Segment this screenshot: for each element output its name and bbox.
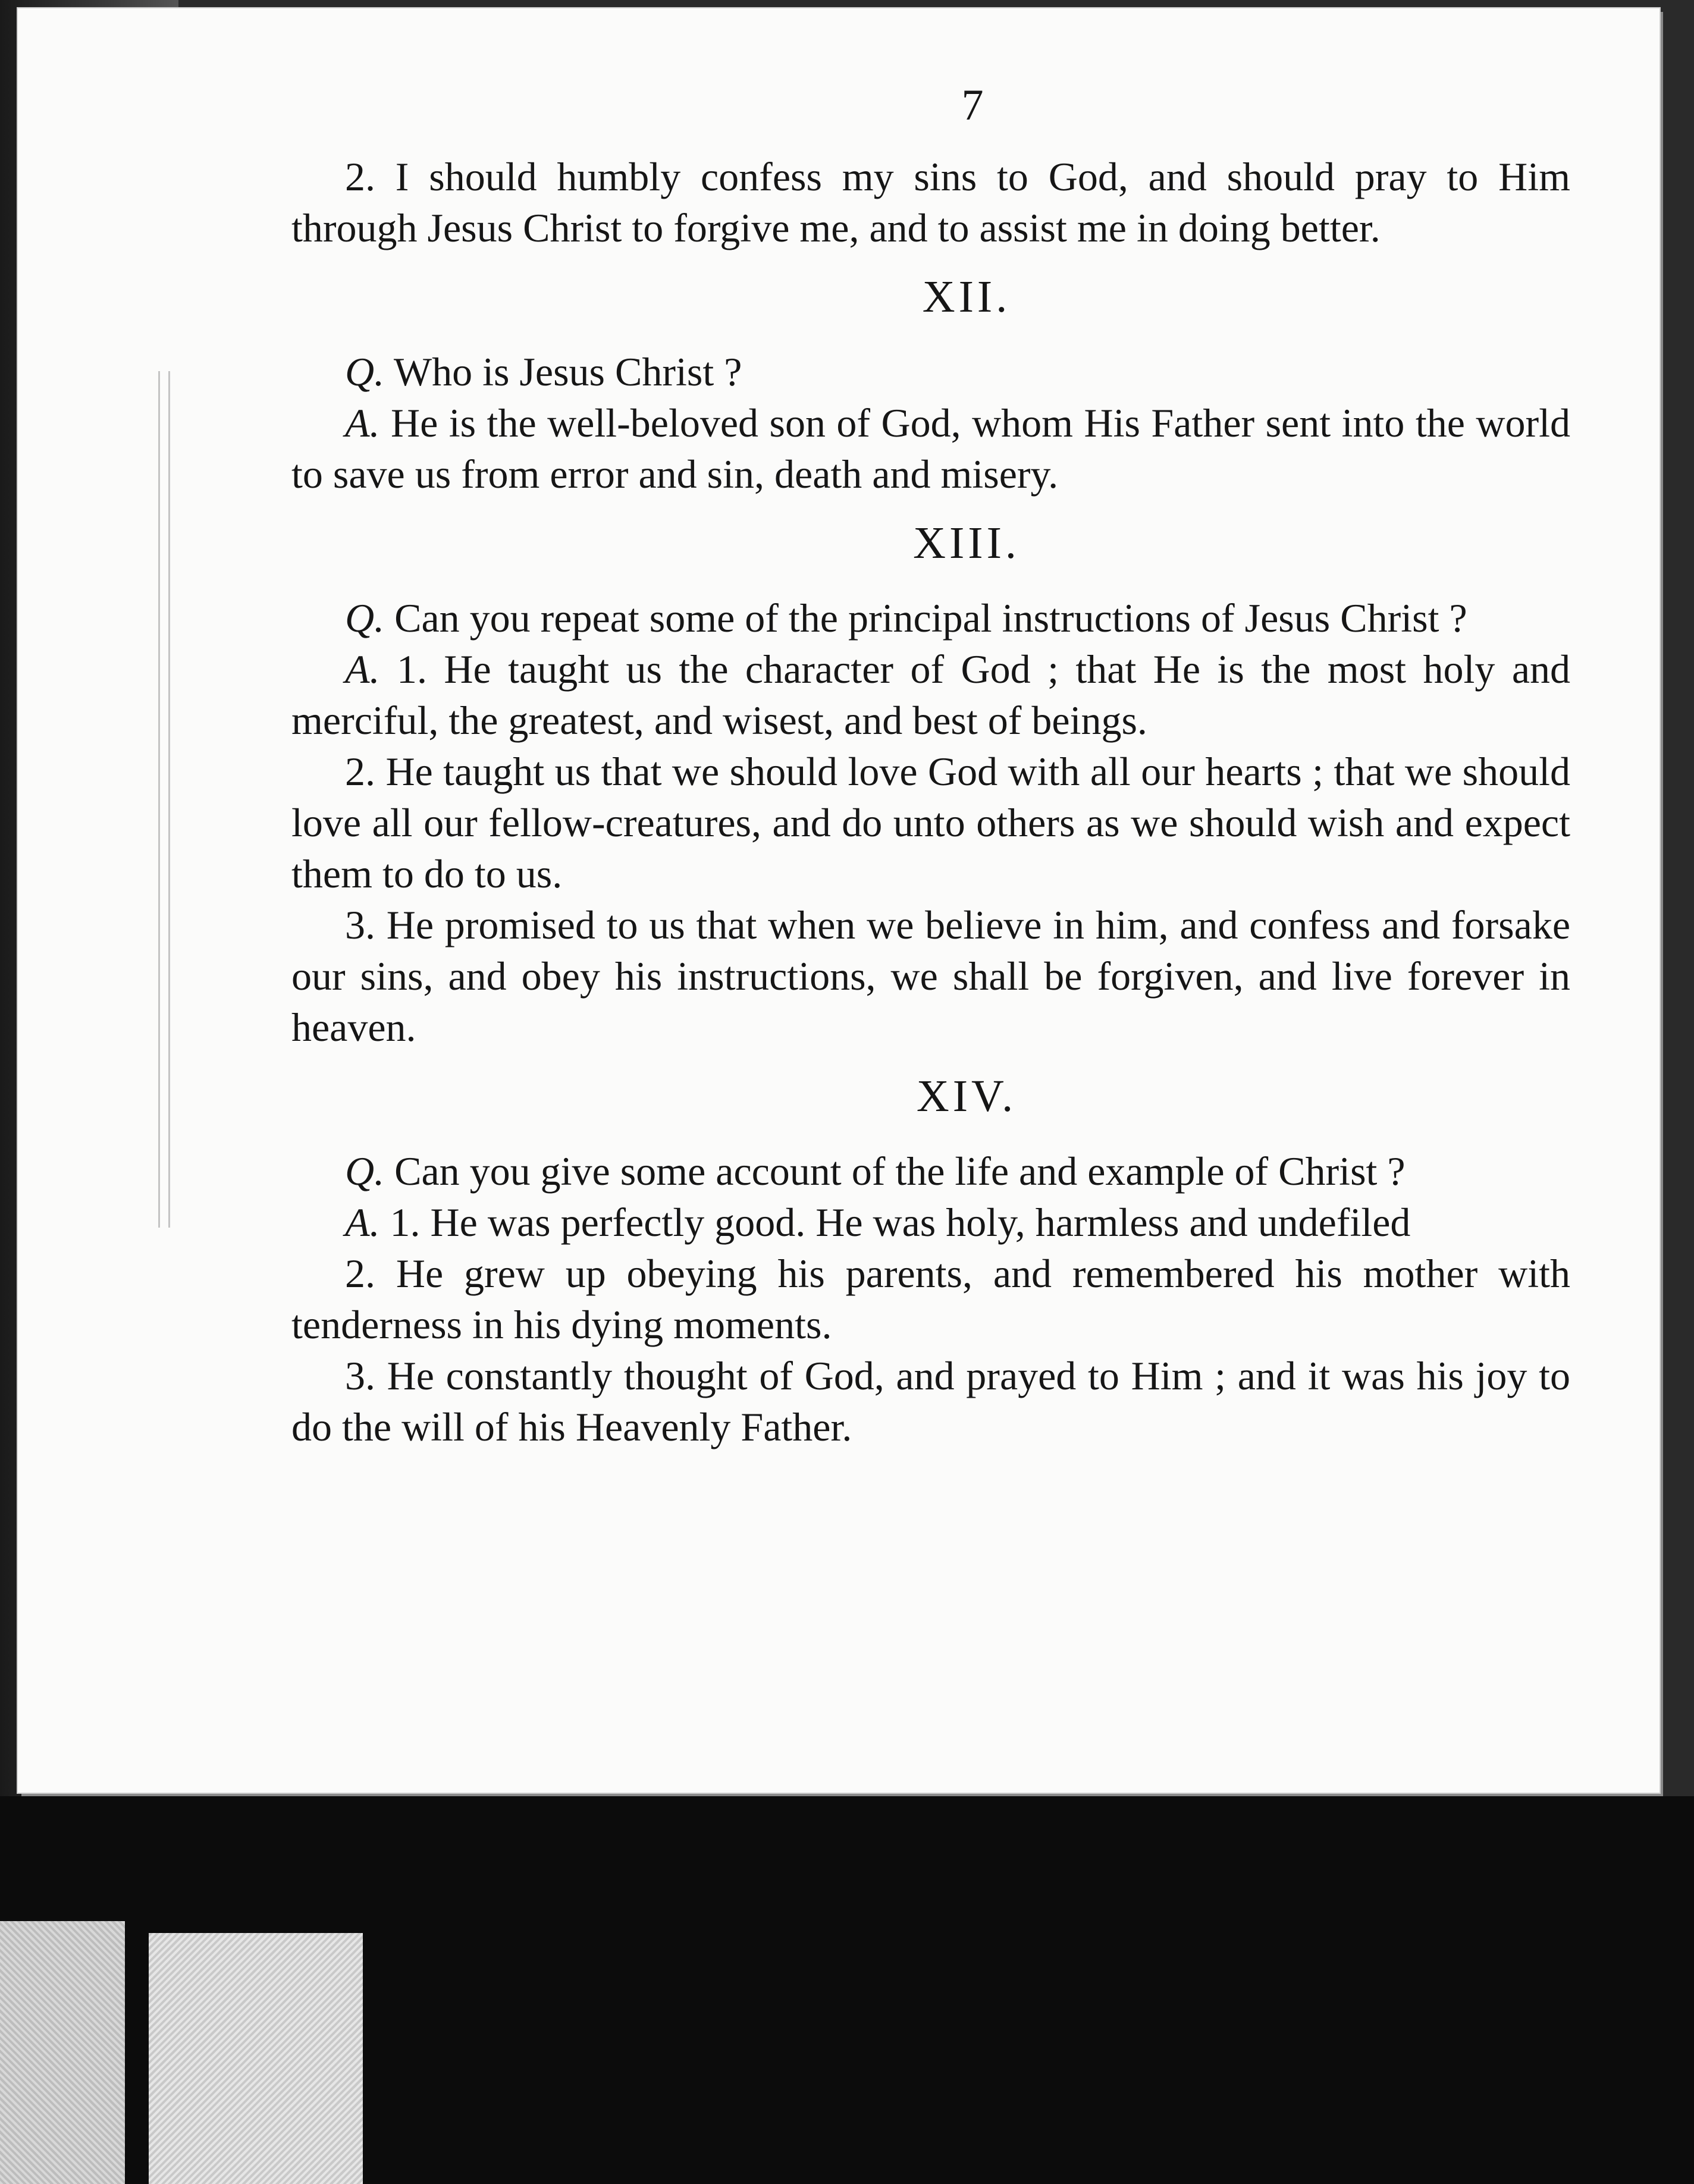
question: [291, 1146, 1570, 1197]
book-cloth-edge: [149, 1933, 363, 2184]
answer: [291, 397, 1570, 500]
question-text: Can you give some account of the life and example of Christ ?: [394, 1149, 1406, 1194]
answer-item: 2. He taught us that we should love God with all our hearts ; that we should love all our fellow-creatures, and do unto others as we should wish and expect them to do to us.: [291, 749, 1570, 896]
question-text: Who is Jesus Christ ?: [393, 349, 742, 394]
answer-text: 1. He taught us the character of God ; that He is the most holy and merciful, the greatest, and wisest, and best of beings.: [291, 647, 1570, 743]
section-numeral: XIV.: [916, 1071, 1017, 1121]
answer-item: 3. He constantly thought of God, and prayed to Him ; and it was his joy to do the will of his Heavenly Father.: [291, 1353, 1570, 1449]
question-lead: Q.: [345, 349, 385, 394]
answer-text: 1. He was perfectly good. He was holy, harmless and undefiled: [390, 1200, 1411, 1245]
book-cloth-edge: [0, 1921, 125, 2184]
answer-lead: A.: [345, 647, 380, 692]
answer: [291, 644, 1570, 746]
answer-item: 2. He grew up obeying his parents, and remembered his mother with tenderness in his dying moments.: [291, 1251, 1570, 1347]
question-lead: Q.: [345, 595, 385, 641]
answer-text: He is the well-beloved son of God, whom His Father sent into the world to save us from error and sin, death and misery.: [291, 400, 1570, 497]
question-text: Can you repeat some of the principal instructions of Jesus Christ ?: [394, 595, 1467, 641]
intro-paragraph: 2. I should humbly confess my sins to God, and should pray to Him through Jesus Christ to forgive me, and to assist me in doing better.: [291, 154, 1570, 250]
section-numeral: XIII.: [913, 518, 1020, 568]
question-lead: Q.: [345, 1149, 385, 1194]
binding-thread: [158, 371, 170, 1228]
answer-lead: A.: [345, 400, 380, 445]
section-numeral: XII.: [922, 272, 1011, 322]
answer-item: 3. He promised to us that when we believe in him, and confess and forsake our sins, and obey his instructions, we shall be forgiven, and live forever in heaven.: [291, 902, 1570, 1050]
page-number: 7: [961, 81, 984, 130]
page-text: [291, 80, 1570, 1452]
answer: [291, 1197, 1570, 1248]
question: [291, 592, 1570, 644]
question: [291, 346, 1570, 397]
book-page: [18, 8, 1660, 1793]
answer-lead: A.: [345, 1200, 380, 1245]
